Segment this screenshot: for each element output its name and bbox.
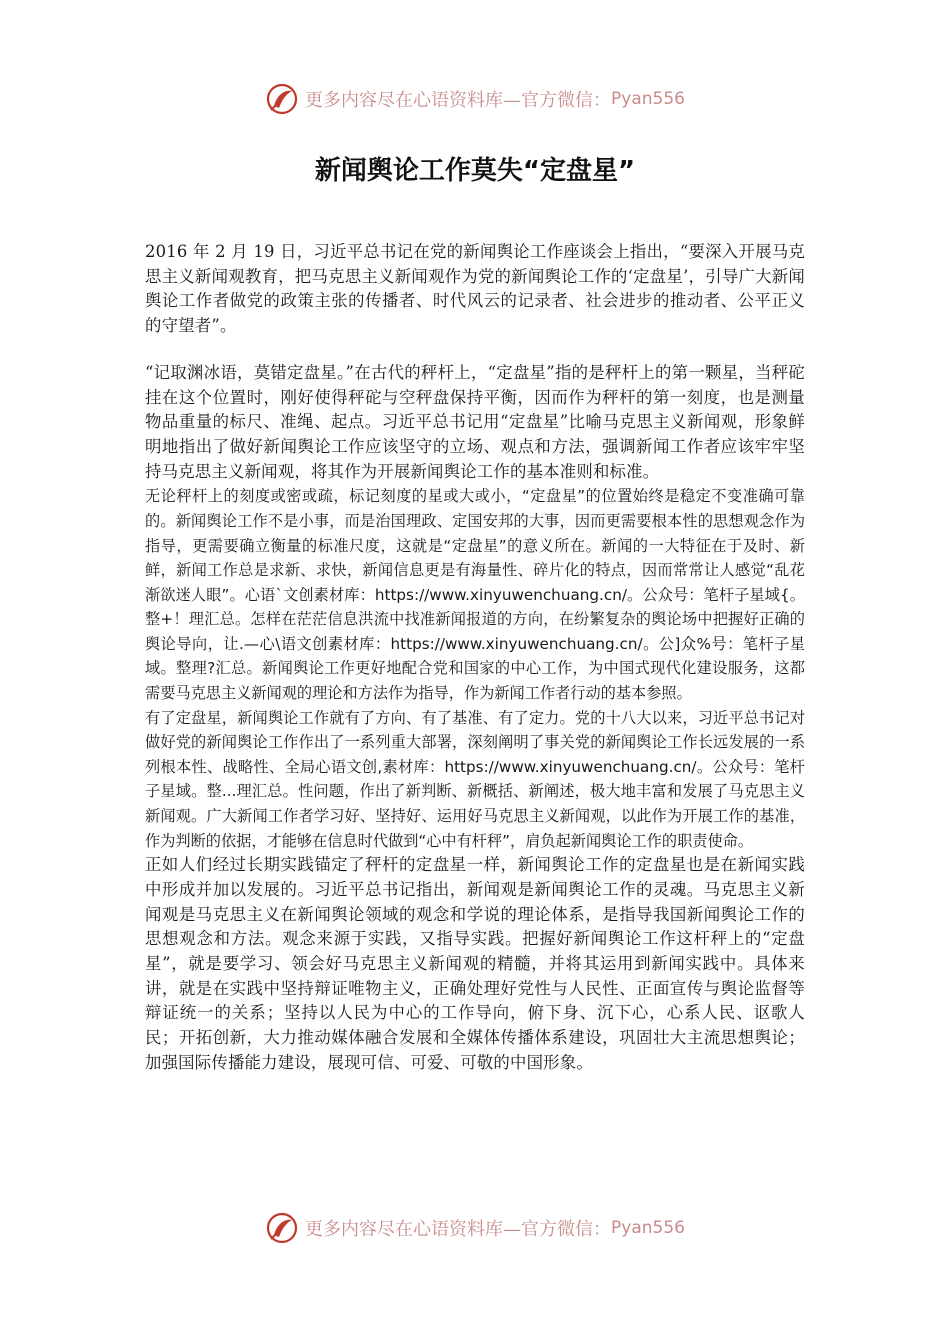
footer-banner <box>0 1211 950 1245</box>
logo-icon <box>265 1211 299 1245</box>
paragraph-2: “记取渊冰语，莫错定盘星。”在古代的秤杆上，“定盘星”指的是秤杆上的第一颗星，当秤砣挂在这个位置时，刚好使得秤砣与空秤盘保持平衡，因而作为秤杆的第一刻度，也是测量物品重量的标尺、准绳、起点。习近平总书记用“定盘星”比喻马克思主义新闻观，形象鲜明地指出了做好新闻舆论工作应该坚守的立场、观点和方法，强调新闻工作者应该牢牢坚持马克思主义新闻观，将其作为开展新闻舆论工作的基本准则和标准。 <box>145 362 805 481</box>
paragraph-1: 2016 年 2 月 19 日，习近平总书记在党的新闻舆论工作座谈会上指出，“要深入开展马克思主义新闻观教育，把马克思主义新闻观作为党的新闻舆论工作的‘定盘星’，引导广大新闻舆论工作者做党的政策主张的传播者、时代风云的记录者、社会进步的推动者、公平正义的守望者”。 <box>145 242 805 336</box>
footer-banner-text: 更多内容尽在心语资料库—官方微信： <box>305 1219 612 1240</box>
header-wechat-id: Pyan556 <box>611 89 685 109</box>
header-banner <box>0 82 950 116</box>
paragraph-3: 无论秤杆上的刻度或密或疏，标记刻度的星或大或小，“定盘星”的位置始终是稳定不变准确可靠的。新闻舆论工作不是小事，而是治国理政、定国安邦的大事，因而更需要根本性的思想观念作为指导，更需要确立衡量的标准尺度，这就是“定盘星”的意义所在。新闻的一大特征在于及时、新鲜，新闻工作总是求新、求快，新闻信息更是有海量性、碎片化的特点，因而常常让人感觉“乱花渐欲迷人眼”。心语`文创素材库：https://www.xinyuwenchuang.cn/。公众号：笔杆子星域{。整+！理汇总。怎样在茫茫信息洪流中找准新闻报道的方向，在纷繁复杂的舆论场中把握好正确的舆论导向，让.—心\语文创素材库：https://www.xinyuwenchuang.cn/。公]众%号：笔杆子星域。整理?汇总。新闻舆论工作更好地配合党和国家的中心工作，为中国式现代化建设服务，这都需要马克思主义新闻观的理论和方法作为指导，作为新闻工作者行动的基本参照。 <box>145 487 805 703</box>
logo-icon <box>265 82 299 116</box>
paragraph-5: 正如人们经过长期实践锚定了秤杆的定盘星一样，新闻舆论工作的定盘星也是在新闻实践中形成并加以发展的。习近平总书记指出，新闻观是新闻舆论工作的灵魂。马克思主义新闻观是马克思主义在新闻舆论领域的观念和学说的理论体系，是指导我国新闻舆论工作的思想观念和方法。观念来源于实践，又指导实践。把握好新闻舆论工作这杆秤上的“定盘星”，就是要学习、领会好马克思主义新闻观的精髓，并将其运用到新闻实践中。具体来讲，就是在实践中坚持辩证唯物主义，正确处理好党性与人民性、正面宣传与舆论监督等辩证统一的关系；坚持以人民为中心的工作导向，俯下身、沉下心，心系人民、讴歌人民；开拓创新，大力推动媒体融合发展和全媒体传播体系建设，巩固壮大主流思想舆论；加强国际传播能力建设，展现可信、可爱、可敬的中国形象。 <box>145 855 805 1072</box>
paragraph-4: 有了定盘星，新闻舆论工作就有了方向、有了基准、有了定力。党的十八大以来，习近平总书记对做好党的新闻舆论工作作出了一系列重大部署，深刻阐明了事关党的新闻舆论工作长远发展的一系列根本性、战略性、全局心语文创,素材库：https://www.xinyuwenchuang.cn/。公众号：笔杆子星域。整...理汇总。性问题，作出了新判断、新概括、新阐述，极大地丰富和发展了马克思主义新闻观。广大新闻工作者学习好、坚持好、运用好马克思主义新闻观，以此作为开展工作的基准，作为判断的依据，才能够在信息时代做到“心中有杆秤”，肩负起新闻舆论工作的职责使命。 <box>145 708 805 850</box>
footer-wechat-id: Pyan556 <box>611 1218 685 1238</box>
document-body <box>145 240 805 1076</box>
document-title: 新闻舆论工作莫失“定盘星” <box>314 156 636 186</box>
header-banner-text: 更多内容尽在心语资料库—官方微信： <box>305 90 612 111</box>
